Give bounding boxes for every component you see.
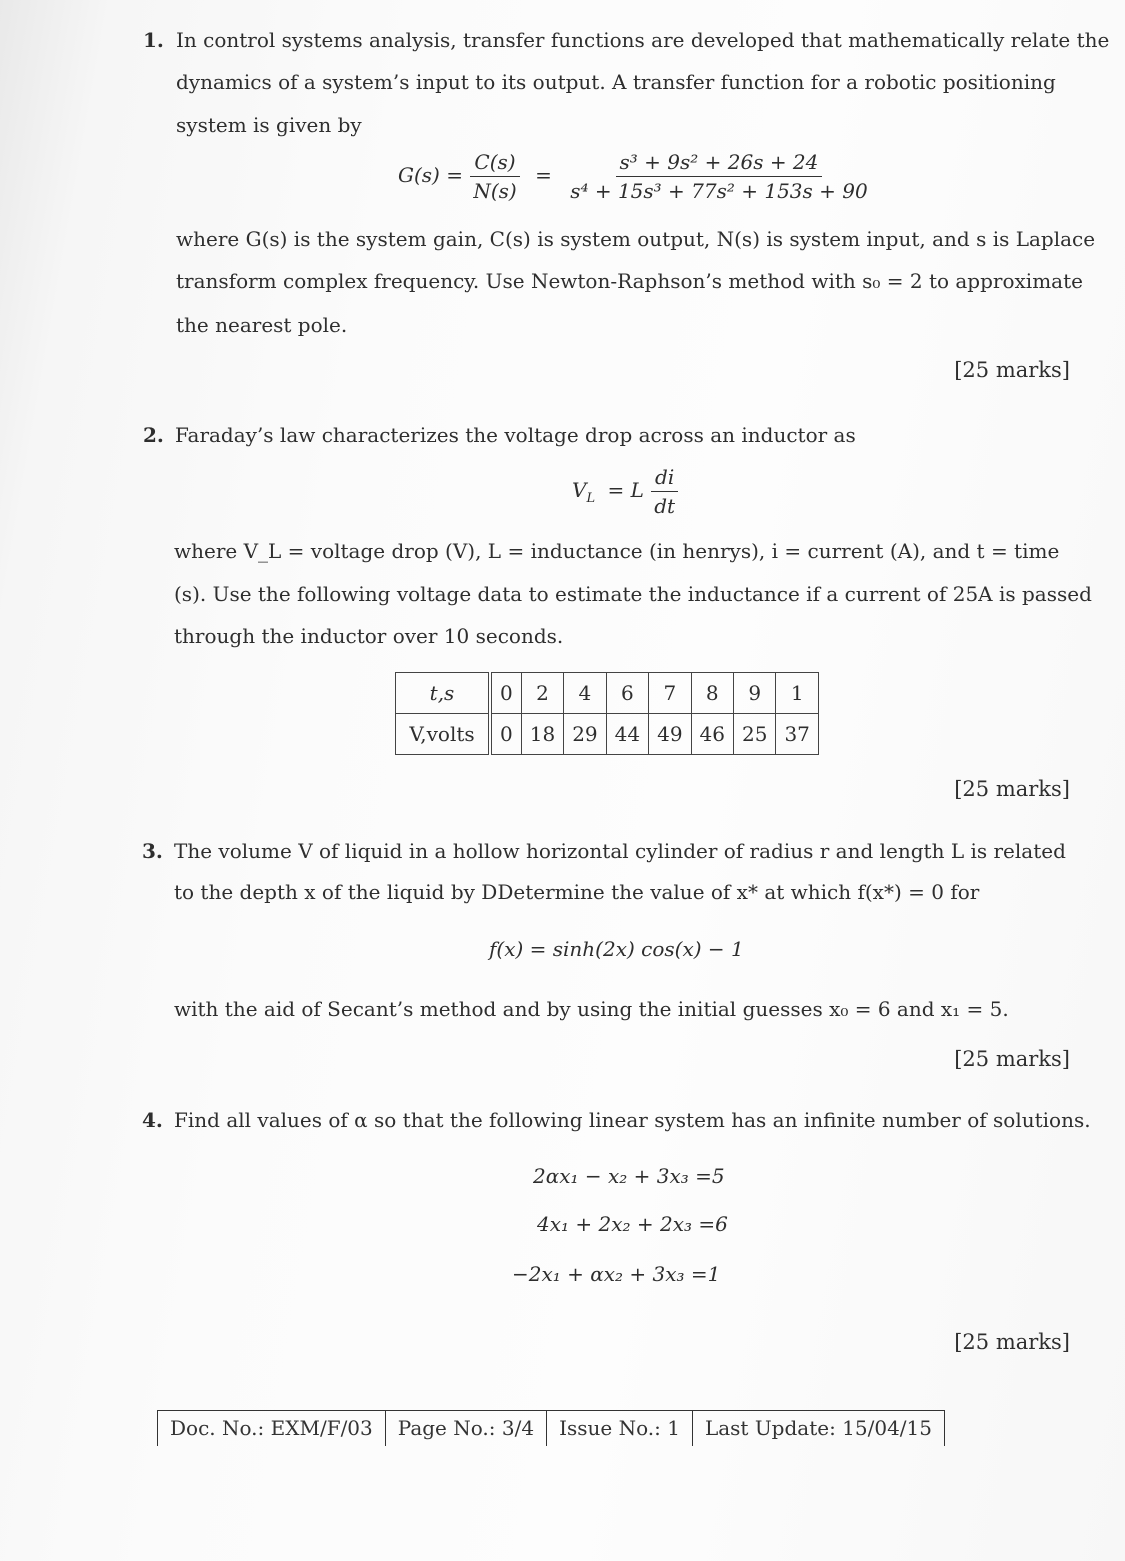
table-cell: 9 [734,673,776,714]
gs-label: G(s) = [398,163,463,187]
cs-over-ns [469,150,520,203]
q1-line-2: dynamics of a system’s input to its output. A transfer function for a robotic positioning [176,70,1056,94]
table-cell: 25 [734,714,776,755]
table-cell: 44 [606,714,648,755]
table-cell: 4 [564,673,606,714]
polynomial-numerator: s³ + 9s² + 26s + 24 [616,150,823,177]
question-3-number: 3. [142,839,163,863]
table-cell: 46 [691,714,733,755]
table-cell: 49 [649,714,691,755]
time-label: t,s [396,673,491,714]
table-cell: 0 [490,714,521,755]
equals-sign: = [535,163,552,187]
table-row-voltage [396,714,819,755]
q3-line-1: The volume V of liquid in a hollow horizontal cylinder of radius r and length L is related [174,839,1066,863]
q2-marks: [25 marks] [954,777,1070,801]
q2-after-line-1: where V_L = voltage drop (V), L = inductance (in henrys), i = current (A), and t = time [174,539,1060,563]
table-cell: 1 [776,673,818,714]
table-cell: 18 [521,714,563,755]
secant-function-equation: f(x) = sinh(2x) cos(x) − 1 [489,937,744,961]
question-1-number: 1. [143,28,164,52]
question-4-number: 4. [142,1108,163,1132]
table-cell: 6 [606,673,648,714]
footer-page-number: Page No.: 3/4 [385,1410,546,1446]
polynomial-fraction [566,150,872,203]
table-cell: 29 [564,714,606,755]
table-row-time [396,673,819,714]
q1-line-3: system is given by [176,113,362,137]
voltage-data-table [395,672,819,755]
q1-after-line-1: where G(s) is the system gain, C(s) is system output, N(s) is system input, and s is Laplace [176,227,1096,251]
footer-doc-number: Doc. No.: EXM/F/03 [157,1410,385,1446]
voltage-label: V,volts [396,714,491,755]
q2-line: Faraday’s law characterizes the voltage drop across an inductor as [175,423,856,447]
table-cell: 8 [691,673,733,714]
di: di [651,465,678,492]
vl-symbol: $V_L$ [572,478,596,506]
q4-line: Find all values of α so that the following linear system has an infinite number of solutions. [174,1108,1091,1132]
ns-denominator: N(s) [473,179,517,203]
faraday-equation [572,465,679,518]
q3-marks: [25 marks] [954,1047,1070,1071]
table-cell: 2 [521,673,563,714]
q1-line-1: In control systems analysis, transfer functions are developed that mathematically relate the [176,28,1110,52]
document-footer [157,1410,945,1446]
di-dt-fraction [650,465,679,518]
table-cell: 0 [490,673,521,714]
q1-marks: [25 marks] [954,358,1070,382]
table-cell: 37 [776,714,818,755]
q4-marks: [25 marks] [954,1330,1070,1354]
table-cell: 7 [649,673,691,714]
equals-l: = L [607,478,644,502]
cs-numerator: C(s) [470,150,519,177]
linear-equation-2: 4x₁ + 2x₂ + 2x₃ =6 [537,1212,728,1236]
q3-after-line: with the aid of Secant’s method and by using the initial guesses x₀ = 6 and x₁ = 5. [174,997,1009,1021]
linear-equation-3: −2x₁ + αx₂ + 3x₃ =1 [512,1262,721,1286]
q1-after-line-2: transform complex frequency. Use Newton-Raphson’s method with s₀ = 2 to approximate [176,269,1083,293]
transfer-function-equation [398,150,872,203]
q1-after-line-3: the nearest pole. [176,313,348,337]
question-2-number: 2. [143,423,164,447]
linear-equation-1: 2αx₁ − x₂ + 3x₃ =5 [533,1164,725,1188]
q2-after-line-3: through the inductor over 10 seconds. [174,624,564,648]
footer-issue-number: Issue No.: 1 [546,1410,692,1446]
dt: dt [654,494,676,518]
q2-after-line-2: (s). Use the following voltage data to estimate the inductance if a current of 25A is passed [174,582,1092,606]
polynomial-denominator: s⁴ + 15s³ + 77s² + 153s + 90 [570,179,868,203]
footer-last-update: Last Update: 15/04/15 [692,1410,945,1446]
q3-line-2: to the depth x of the liquid by DDetermine the value of x* at which f(x*) = 0 for [174,880,980,904]
